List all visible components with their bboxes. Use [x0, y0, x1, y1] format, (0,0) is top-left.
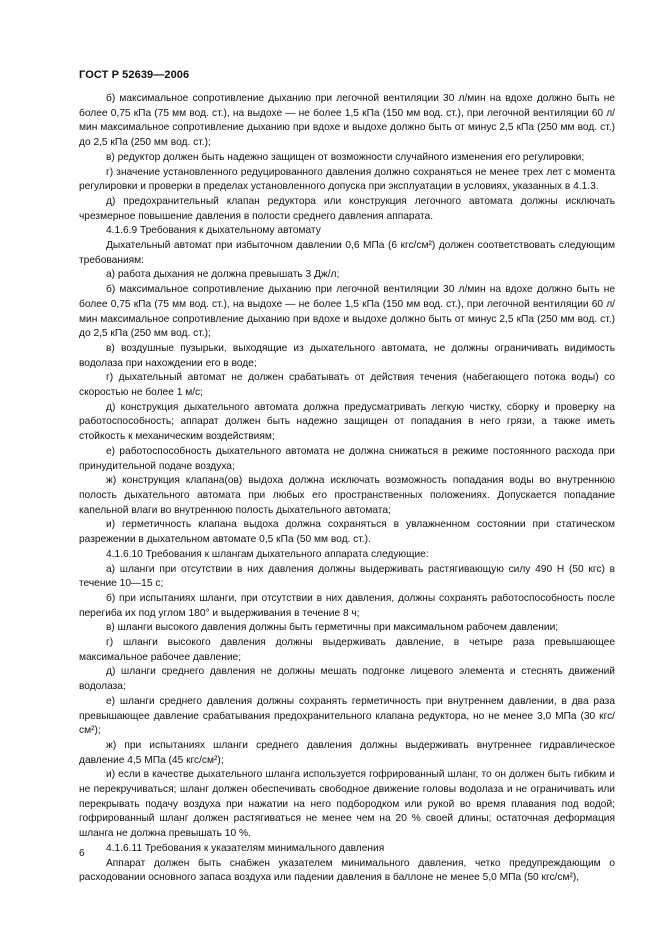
paragraph: Дыхательный автомат при избыточном давлении 0,6 МПа (6 кгс/см²) должен соответствовать следующим требованиям: [79, 240, 615, 266]
paragraph: ж) конструкция клапана(ов) выдоха должна исключать возможность попадания воды во внутреннюю полость дыхательного автомата при любых его пространственных положениях. Допускается попадание капельной влаги во внутреннюю полость дыхательного автомата; [79, 475, 615, 516]
paragraph: д) конструкция дыхательного автомата должна предусматривать легкую чистку, сборку и проверку на работоспособность; аппарат должен быть надежно защищен от попадания в него грязи, а также иметь стойкость к механическим воздействиям; [79, 401, 615, 443]
section-heading: 4.1.6.10 Требования к шлангам дыхательного аппарата следующие: [106, 548, 429, 560]
paragraph: ж) при испытаниях шланги среднего давления должны выдерживать внутреннее гидравлическое давление 4,5 МПа (45 кгс/см²); [79, 739, 615, 766]
paragraph: и) герметичность клапана выдоха должна сохраняться в увлажненном состоянии при статическом разрежении в дыхательном автомате 0,5 кПа (50 мм вод. ст.). [79, 519, 615, 546]
paragraph: б) максимальное сопротивление дыханию при легочной вентиляции 30 л/мин на вдохе должно быть не более 0,75 кПа (75 мм вод. ст.), на выдохе — не более 1,5 кПа (150 мм вод. ст.), при легочной вентиляции 60 л/мин максимальное сопротивление дыханию при вдохе и выдохе должно быть от минус 2,5 кПа (250 мм вод. ст.) до 2,5 кПа (250 мм вод. ст.); [79, 93, 615, 149]
paragraph: д) шланги среднего давления не должны мешать подгонке лицевого элемента и стеснять движений водолаза; [79, 666, 615, 693]
paragraph: а) работа дыхания не должна превышать 3 Дж/л; [106, 269, 340, 281]
paragraph: в) шланги высокого давления должны быть герметичны при максимальном рабочем давлении; [106, 622, 559, 634]
section-heading: 4.1.6.9 Требования к дыхательному автомату [106, 225, 321, 237]
paragraph: б) максимальное сопротивление дыханию при легочной вентиляции 30 л/мин на вдохе должно быть не более 0,75 кПа (75 мм вод. ст.), на выдохе — не более 1,5 кПа (150 мм вод. ст.), при легочной вентиляции 60 л/мин максимальное сопротивление дыханию при вдохе и выдохе должно быть от минус 2,5 кПа (250 мм вод. ст.) до 2,5 кПа (250 мм вод. ст.); [79, 284, 615, 340]
paragraph: г) значение установленного редуцированного давления должно сохраняться не менее трех лет с момента регулировки и проверки в пределах установленного допуска при эксплуатации в условиях, указанных в 4.1.3. [79, 166, 615, 193]
paragraph: г) дыхательный автомат не должен срабатывать от действия течения (набегающего потока воды) со скоростью не более 1 м/с; [79, 372, 615, 399]
paragraph: е) шланги среднего давления должны сохранять герметичность при внутреннем давлении, в два раза превышающее давление срабатывания предохранительного клапана редуктора, но не менее 3,0 МПа (30 кгс/см²); [79, 695, 615, 737]
standard-header: ГОСТ Р 52639—2006 [79, 69, 190, 81]
paragraph: е) работоспособность дыхательного автомата не должна снижаться в режиме постоянного расхода при принудительной подаче воздуха; [79, 445, 615, 472]
paragraph: в) редуктор должен быть надежно защищен от возможности случайного изменения его регулировки; [106, 151, 585, 163]
document-body [79, 92, 615, 886]
paragraph: а) шланги при отсутствии в них давления должны выдерживать растягивающую силу 490 Н (50 кгс) в течение 10—15 с; [79, 563, 615, 590]
page-number: 6 [79, 848, 85, 859]
paragraph: д) предохранительный клапан редуктора или конструкция легочного автомата должны исключать чрезмерное повышение давления в полости среднего давления аппарата. [79, 195, 615, 222]
paragraph: г) шланги высокого давления должны выдерживать давление, в четыре раза превышающее максимальное рабочее давление; [79, 637, 615, 663]
paragraph: б) при испытаниях шланги, при отсутствии в них давления, должны сохранять работоспособность после перегиба их под углом 180° и выдерживания в течение 8 ч; [79, 592, 615, 619]
paragraph: в) воздушные пузырьки, выходящие из дыхательного автомата, не должны ограничивать видимость водолаза при нахождении его в воде; [79, 342, 615, 369]
section-heading: 4.1.6.11 Требования к указателям минимального давления [106, 842, 385, 854]
paragraph: и) если в качестве дыхательного шланга используется гофрированный шланг, то он должен быть гибким и не перекручиваться; шланг должен обеспечивать свободное движение головы водолаза и не ограничивать или перекрывать подачу воздуха при нажатии на него подбородком или рукой во время плавания под водой; гофрированный шланг должен растягиваться не менее чем на 20 % своей длины; остаточная деформация шланга не должна превышать 10 %. [79, 769, 615, 840]
paragraph: Аппарат должен быть снабжен указателем минимального давления, четко предупреждающим о расходовании основного запаса воздуха или падении давления в баллоне не менее 5,0 МПа (50 кгс/см²), [79, 857, 615, 884]
